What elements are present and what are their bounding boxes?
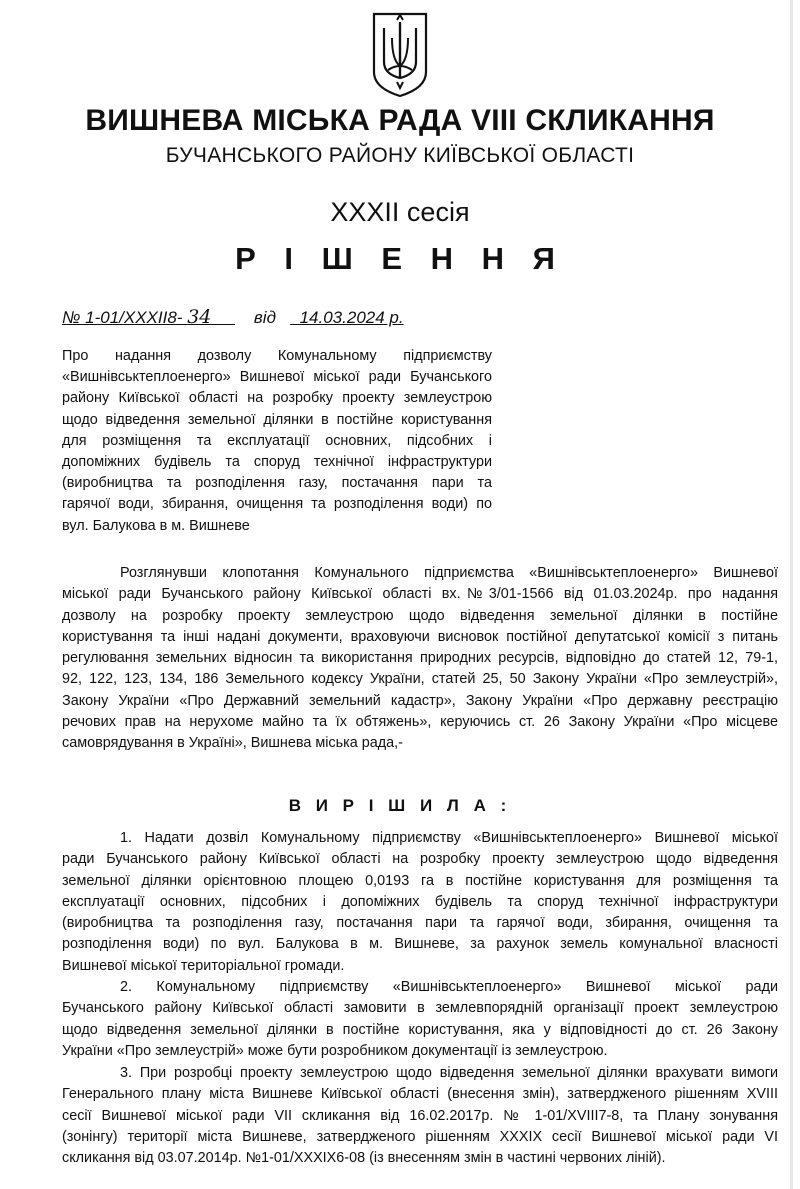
preamble-line: користування та інші надані документи, враховуючи висновок постійної депутатської комісії з питань bbox=[62, 628, 778, 645]
item-line: Генерального плану міста Вишневе Київської області (внесення змін), затвердженого рішенням XVIII bbox=[62, 1086, 778, 1103]
subject-line: гарячої води, збирання, очищення та розподілення води) по bbox=[62, 496, 492, 513]
subject-line: Про надання дозволу Комунальному підприємству bbox=[62, 348, 492, 364]
preamble-line: регулювання земельних відносин та використання природних ресурсів, відповідно до статей 12, 79-1, bbox=[62, 650, 778, 667]
decision-date: 14.03.2024 р. bbox=[299, 308, 404, 327]
preamble-line: речових прав на нерухоме майно та їх обтяжень», керуючись ст. 26 Закону України «Про місцеве bbox=[62, 714, 778, 731]
district-subtitle: БУЧАНСЬКОГО РАЙОНУ КИЇВСЬКОЇ ОБЛАСТІ bbox=[165, 144, 635, 167]
preamble-line: дозволу на розробку проекту землеустрою щодо відведення земельної ділянки в постійне bbox=[62, 607, 778, 624]
preamble-line: самоврядування в Україні», Вишнева міська рада,- bbox=[62, 735, 403, 752]
item-line: сесії Вишневої міської ради VII скликання від 16.02.2017р. № 1-01/XVIII7-8, та Плану зонування bbox=[62, 1107, 778, 1124]
subject-line: вул. Балукова в м. Вишневе bbox=[62, 517, 250, 534]
item-line: 2. Комунальному підприємству «Вишнівськтеплоенерго» Вишневої міської ради bbox=[120, 979, 778, 995]
decision-item-3 bbox=[62, 1063, 778, 1169]
item-line: Вишневої міської територіальної громади. bbox=[62, 957, 345, 974]
decision-number: № 1-01/XXXII8- 34 bbox=[62, 306, 212, 328]
item-line: Бучанського району Київської області замовити в землевпорядній організації проект землеустрою bbox=[62, 1000, 778, 1017]
item-line: експлуатації основних, підсобних і допоміжних будівель та споруд технічної інфраструктури bbox=[62, 893, 778, 910]
item-line: 1. Надати дозвіл Комунальному підприємству «Вишнівськтеплоенерго» Вишневої міської bbox=[120, 830, 778, 846]
item-line: розподілення води) по вул. Балукова в м. Вишневе, за рахунок земель комунальної власності bbox=[62, 936, 778, 953]
preamble-paragraph bbox=[62, 563, 778, 755]
preamble-line: міської ради Бучанського району Київської області вх.№3/01-1566 від 01.03.2024р. про надання bbox=[62, 586, 778, 603]
preamble-line: Закону України «Про Державний земельний кадастр», Закону України «Про державну реєстрацію bbox=[62, 692, 778, 709]
item-line: щодо відведення земельної ділянки в постійне користування, яка у відповідності до ст. 26 Закону bbox=[62, 1021, 778, 1038]
handwritten-number: 34 bbox=[187, 306, 212, 328]
coat-of-arms-icon bbox=[370, 10, 430, 100]
decision-subject bbox=[62, 346, 492, 537]
decision-item-2 bbox=[62, 977, 778, 1062]
item-line: 3. При розробці проекту землеустрою щодо відведення земельної ділянки врахувати вимоги bbox=[120, 1065, 778, 1081]
subject-line: допоміжних будівель та споруд технічної інфраструктури bbox=[62, 454, 492, 471]
from-word: від bbox=[253, 308, 276, 327]
session-number: XXXII сесія bbox=[330, 197, 470, 227]
council-title: ВИШНЕВА МІСЬКА РАДА VIII СКЛИКАННЯ bbox=[85, 104, 715, 137]
decision-reference bbox=[62, 306, 404, 328]
item-line: земельної ділянки орієнтовною площею 0,0193 га в постійне користування для розміщення та bbox=[62, 872, 778, 889]
preamble-line: 92, 122, 123, 134, 186 Земельного кодексу України, статей 25, 50 Закону України «Про землеустрій», bbox=[62, 671, 778, 688]
preamble-line: Розглянувши клопотання Комунального підприємства «Вишнівськтеплоенерго» Вишневої bbox=[120, 565, 778, 581]
item-line: скликання від 03.07.2014р. №1-01/XXXIX6-08 (із внесенням змін в частині червоних ліній). bbox=[62, 1150, 666, 1167]
item-line: ради Бучанського району Київської області на розробку проекту землеустрою щодо відведення bbox=[62, 851, 778, 868]
item-line: України «Про землеустрій» може бути розробником документації із землеустрою. bbox=[62, 1042, 608, 1059]
decision-item-1 bbox=[62, 828, 778, 977]
subject-line: (виробництва та розподілення газу, постачання пари та bbox=[62, 475, 492, 492]
scan-edge bbox=[790, 0, 793, 1189]
item-line: (зонінгу) території міста Вишневе, затвердженого рішенням XXXIX сесії Вишневої міської ради VI bbox=[62, 1128, 778, 1145]
subject-line: «Вишнівськтеплоенерго» Вишневої міської ради Бучанського bbox=[62, 369, 492, 386]
subject-line: щодо відведення земельної ділянки в постійне користування bbox=[62, 411, 492, 428]
subject-line: для розміщення та експлуатації основних, підсобних і bbox=[62, 432, 492, 449]
document-type-heading: Р І Ш Е Н Н Я bbox=[235, 241, 565, 276]
decided-heading: В И Р І Ш И Л А : bbox=[288, 796, 512, 815]
subject-line: району Київської області на розробку проекту землеустрою bbox=[62, 390, 492, 407]
item-line: (виробництва та розподілення газу, постачання пари та гарячої води, збирання, очищення та bbox=[62, 915, 778, 932]
